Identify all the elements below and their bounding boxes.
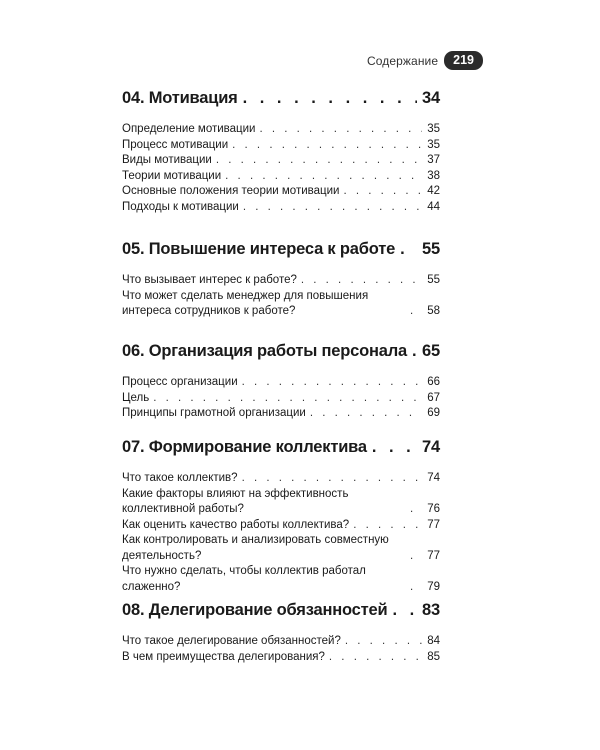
entry-page: 77 bbox=[427, 518, 440, 531]
entry-page: 35 bbox=[427, 123, 440, 135]
toc-entry[interactable] bbox=[122, 169, 440, 185]
chapter bbox=[122, 239, 440, 320]
entry-page: 69 bbox=[427, 407, 440, 419]
entry-page: 66 bbox=[427, 376, 440, 388]
leader-dots bbox=[392, 600, 417, 620]
chapter-title: 08. Делегирование обязанностей bbox=[122, 601, 388, 619]
entry-page: 35 bbox=[427, 138, 440, 151]
entry-title: Что может сделать менеджер для повышения интереса сотрудников к работе? bbox=[122, 289, 369, 317]
entry-list bbox=[122, 634, 440, 665]
entry-list bbox=[122, 273, 440, 320]
entry-page: 55 bbox=[427, 274, 440, 286]
toc-entry[interactable] bbox=[122, 406, 440, 422]
chapter-title: 07. Формирование коллектива bbox=[122, 438, 367, 456]
leader-dots bbox=[216, 153, 422, 169]
leader-dots bbox=[243, 88, 417, 108]
leader-dots bbox=[412, 341, 417, 361]
chapter-heading[interactable] bbox=[122, 437, 440, 457]
entry-title: Какие факторы влияют на эффективность коллективной работы? bbox=[122, 487, 349, 515]
entry-page: 77 bbox=[427, 549, 440, 562]
entry-page: 42 bbox=[427, 185, 440, 197]
leader-dots bbox=[225, 169, 422, 185]
entry-page: 67 bbox=[427, 391, 440, 404]
toc-entry[interactable] bbox=[122, 634, 440, 650]
entry-page: 38 bbox=[427, 169, 440, 182]
entry-page: 79 bbox=[427, 580, 440, 593]
leader-dots bbox=[329, 650, 422, 666]
entry-title: Что такое коллектив? bbox=[122, 472, 238, 484]
entry-title: Цель bbox=[122, 391, 150, 404]
entry-list bbox=[122, 471, 440, 595]
entry-title: Подходы к мотивации bbox=[122, 200, 239, 213]
entry-title: Как контролировать и анализировать совместную деятельность? bbox=[122, 534, 389, 562]
chapter-page: 83 bbox=[422, 601, 440, 619]
entry-title: Теории мотивации bbox=[122, 169, 222, 182]
entry-page: 44 bbox=[427, 200, 440, 213]
chapter-heading[interactable] bbox=[122, 341, 440, 361]
chapter-page: 55 bbox=[422, 240, 440, 258]
entry-page: 58 bbox=[427, 305, 440, 317]
entry-page: 84 bbox=[427, 635, 440, 647]
chapter bbox=[122, 437, 440, 595]
leader-dots bbox=[410, 580, 422, 596]
leader-dots bbox=[410, 549, 422, 565]
chapter bbox=[122, 88, 440, 215]
entry-list bbox=[122, 375, 440, 422]
entry-title: Что такое делегирование обязанностей? bbox=[122, 635, 341, 647]
leader-dots bbox=[343, 184, 422, 200]
entry-page: 37 bbox=[427, 154, 440, 166]
leader-dots bbox=[345, 634, 422, 650]
page-number-badge: 219 bbox=[444, 51, 483, 70]
toc-entry[interactable] bbox=[122, 391, 440, 407]
entry-title: Процесс мотивации bbox=[122, 138, 229, 151]
toc-entry[interactable] bbox=[122, 122, 440, 138]
chapter-title: 05. Повышение интереса к работе bbox=[122, 240, 396, 258]
leader-dots bbox=[153, 391, 422, 407]
toc-entry[interactable] bbox=[122, 153, 440, 169]
running-head bbox=[367, 51, 483, 70]
toc-entry[interactable] bbox=[122, 564, 440, 595]
entry-list bbox=[122, 122, 440, 215]
toc-entry[interactable] bbox=[122, 200, 440, 216]
chapter-title: 06. Организация работы персонала bbox=[122, 342, 408, 360]
chapter-heading[interactable] bbox=[122, 600, 440, 620]
leader-dots bbox=[243, 200, 422, 216]
leader-dots bbox=[372, 437, 417, 457]
leader-dots bbox=[242, 471, 422, 487]
toc-entry[interactable] bbox=[122, 289, 440, 320]
entry-title: Основные положения теории мотивации bbox=[122, 185, 340, 197]
chapter-page: 34 bbox=[422, 89, 440, 107]
entry-title: Определение мотивации bbox=[122, 123, 256, 135]
leader-dots bbox=[410, 502, 422, 518]
chapter-page: 65 bbox=[422, 342, 440, 360]
chapter-heading[interactable] bbox=[122, 239, 440, 259]
chapter bbox=[122, 341, 440, 422]
toc-entry[interactable] bbox=[122, 184, 440, 200]
toc-entry[interactable] bbox=[122, 273, 440, 289]
toc-entry[interactable] bbox=[122, 650, 440, 666]
leader-dots bbox=[232, 138, 422, 154]
leader-dots bbox=[310, 406, 422, 422]
entry-title: Процесс организации bbox=[122, 376, 238, 388]
chapter bbox=[122, 600, 440, 665]
leader-dots bbox=[242, 375, 422, 391]
chapter-page: 74 bbox=[422, 438, 440, 456]
entry-title: Как оценить качество работы коллектива? bbox=[122, 518, 350, 531]
leader-dots bbox=[400, 239, 417, 259]
entry-title: Виды мотивации bbox=[122, 154, 212, 166]
entry-title: Что нужно сделать, чтобы коллектив работал слаженно? bbox=[122, 565, 366, 593]
toc-entry[interactable] bbox=[122, 138, 440, 154]
toc-entry[interactable] bbox=[122, 533, 440, 564]
entry-page: 85 bbox=[427, 650, 440, 663]
leader-dots bbox=[301, 273, 422, 289]
entry-title: Принципы грамотной организации bbox=[122, 407, 306, 419]
entry-title: В чем преимущества делегирования? bbox=[122, 650, 325, 663]
toc-entry[interactable] bbox=[122, 487, 440, 518]
leader-dots bbox=[259, 122, 422, 138]
toc-entry[interactable] bbox=[122, 518, 440, 534]
leader-dots bbox=[353, 518, 422, 534]
entry-page: 76 bbox=[427, 503, 440, 515]
toc-entry[interactable] bbox=[122, 471, 440, 487]
chapter-heading[interactable] bbox=[122, 88, 440, 108]
entry-title: Что вызывает интерес к работе? bbox=[122, 274, 297, 286]
leader-dots bbox=[410, 304, 422, 320]
toc-entry[interactable] bbox=[122, 375, 440, 391]
running-title: Содержание bbox=[367, 53, 439, 68]
chapter-title: 04. Мотивация bbox=[122, 89, 238, 107]
entry-page: 74 bbox=[427, 472, 440, 484]
